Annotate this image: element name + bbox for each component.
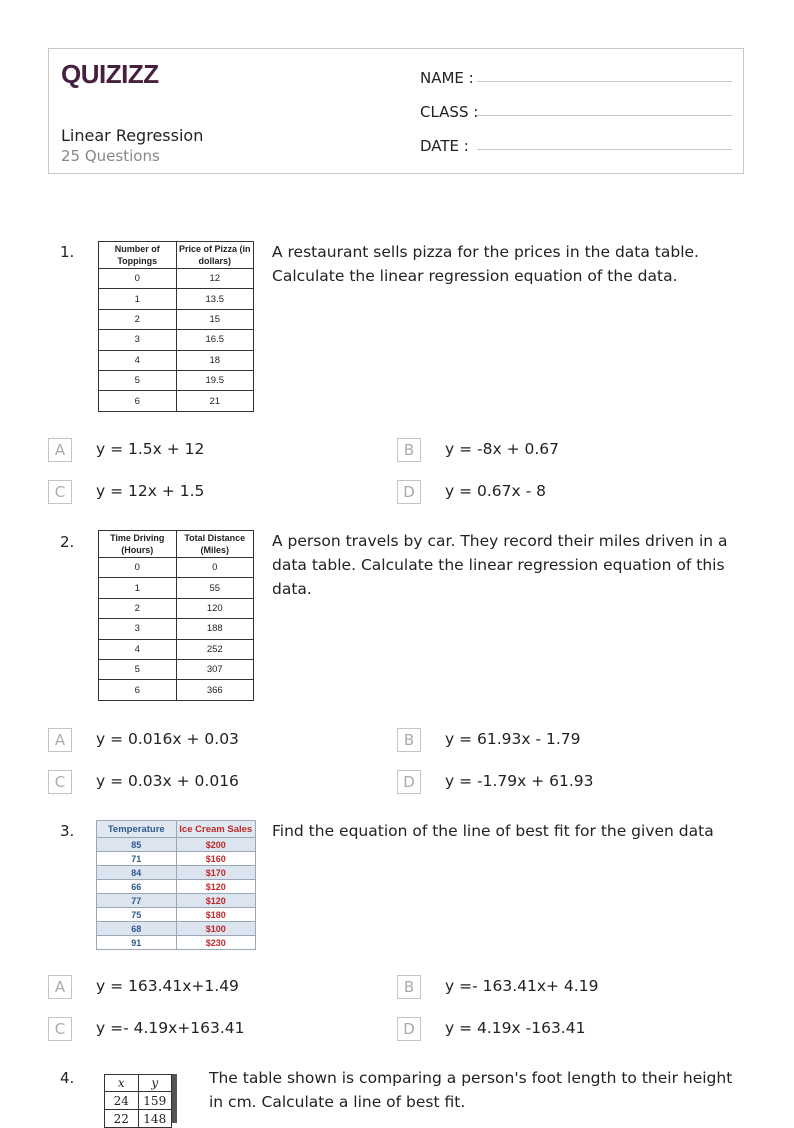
question-1-option-d-box[interactable]: D bbox=[397, 480, 421, 504]
table-cell: 71 bbox=[97, 852, 177, 866]
table-cell: 15 bbox=[176, 309, 254, 329]
class-label: CLASS : bbox=[420, 103, 479, 121]
question-1-table bbox=[98, 241, 254, 412]
question-2-option-d-text[interactable]: y = -1.79x + 61.93 bbox=[445, 772, 594, 790]
question-3-option-b-box[interactable]: B bbox=[397, 975, 421, 999]
question-2-number: 2. bbox=[60, 533, 75, 551]
table-row bbox=[99, 578, 254, 598]
table-cell: 0 bbox=[99, 558, 177, 578]
table-cell: 13.5 bbox=[176, 289, 254, 309]
question-3-option-b-text[interactable]: y =- 163.41x+ 4.19 bbox=[445, 977, 599, 995]
table-row bbox=[97, 838, 256, 852]
table-row bbox=[97, 894, 256, 908]
date-label: DATE : bbox=[420, 137, 469, 155]
name-line bbox=[477, 81, 732, 82]
question-2-option-c-box[interactable]: C bbox=[48, 770, 72, 794]
table-row bbox=[97, 852, 256, 866]
name-field[interactable] bbox=[420, 69, 474, 87]
table-header: y bbox=[138, 1075, 172, 1092]
table-cell: $100 bbox=[176, 922, 256, 936]
table-row bbox=[99, 619, 254, 639]
table-row bbox=[99, 558, 254, 578]
table-header: Time Driving (Hours) bbox=[99, 531, 177, 558]
table-cell: 252 bbox=[176, 639, 254, 659]
table-cell: $230 bbox=[176, 936, 256, 950]
table-row bbox=[97, 936, 256, 950]
table-cell: $160 bbox=[176, 852, 256, 866]
question-1-option-d-text[interactable]: y = 0.67x - 8 bbox=[445, 482, 547, 500]
question-1-option-a-text[interactable]: y = 1.5x + 12 bbox=[96, 440, 205, 458]
question-count: 25 Questions bbox=[61, 147, 160, 165]
question-3-table bbox=[96, 820, 256, 950]
table-row bbox=[105, 1110, 172, 1128]
table-row bbox=[99, 680, 254, 700]
date-field[interactable] bbox=[420, 137, 469, 155]
question-2-table bbox=[98, 530, 254, 701]
table-cell: $180 bbox=[176, 908, 256, 922]
table-row bbox=[99, 598, 254, 618]
table-cell: $170 bbox=[176, 866, 256, 880]
question-1-option-c-box[interactable]: C bbox=[48, 480, 72, 504]
table-shadow bbox=[172, 1074, 177, 1123]
table-cell: 85 bbox=[97, 838, 177, 852]
name-label: NAME : bbox=[420, 69, 474, 87]
table-cell: 4 bbox=[99, 639, 177, 659]
table-cell: $120 bbox=[176, 894, 256, 908]
table-cell: 12 bbox=[176, 269, 254, 289]
table-cell: 16.5 bbox=[176, 330, 254, 350]
table-header: Temperature bbox=[97, 821, 177, 838]
question-3-option-a-box[interactable]: A bbox=[48, 975, 72, 999]
table-cell: 24 bbox=[105, 1092, 139, 1110]
question-1-text: A restaurant sells pizza for the prices in the data table. Calculate the linear regression equation of the data. bbox=[272, 243, 699, 285]
question-2-option-b-box[interactable]: B bbox=[397, 728, 421, 752]
table-cell: 68 bbox=[97, 922, 177, 936]
question-2-option-a-text[interactable]: y = 0.016x + 0.03 bbox=[96, 730, 239, 748]
table-cell: 5 bbox=[99, 370, 177, 390]
table-cell: 0 bbox=[176, 558, 254, 578]
question-3-number: 3. bbox=[60, 822, 75, 840]
worksheet-title: Linear Regression bbox=[61, 126, 204, 145]
table-cell: $200 bbox=[176, 838, 256, 852]
table-row bbox=[97, 866, 256, 880]
question-3-option-a-text[interactable]: y = 163.41x+1.49 bbox=[96, 977, 239, 995]
table-cell: 91 bbox=[97, 936, 177, 950]
quizizz-logo: QUIZIZZ bbox=[61, 59, 159, 89]
table-cell: 77 bbox=[97, 894, 177, 908]
table-cell: 4 bbox=[99, 350, 177, 370]
table-cell: 1 bbox=[99, 289, 177, 309]
table-cell: 366 bbox=[176, 680, 254, 700]
table-header: Price of Pizza (in dollars) bbox=[176, 242, 254, 269]
table-header: Ice Cream Sales bbox=[176, 821, 256, 838]
table-cell: 188 bbox=[176, 619, 254, 639]
table-header: Number of Toppings bbox=[99, 242, 177, 269]
table-cell: 84 bbox=[97, 866, 177, 880]
class-line bbox=[477, 115, 732, 116]
question-1-option-c-text[interactable]: y = 12x + 1.5 bbox=[96, 482, 205, 500]
table-row bbox=[105, 1092, 172, 1110]
question-3-option-d-box[interactable]: D bbox=[397, 1017, 421, 1041]
question-1-option-a-box[interactable]: A bbox=[48, 438, 72, 462]
table-cell: 5 bbox=[99, 659, 177, 679]
table-cell: 18 bbox=[176, 350, 254, 370]
table-cell: 6 bbox=[99, 391, 177, 411]
question-4-text: The table shown is comparing a person's foot length to their height in cm. Calculate a line of best fit. bbox=[209, 1069, 733, 1111]
table-cell: 21 bbox=[176, 391, 254, 411]
table-row bbox=[99, 659, 254, 679]
question-2-option-c-text[interactable]: y = 0.03x + 0.016 bbox=[96, 772, 239, 790]
table-row bbox=[99, 269, 254, 289]
question-4-number: 4. bbox=[60, 1069, 75, 1087]
table-row bbox=[99, 639, 254, 659]
worksheet-header bbox=[48, 48, 744, 174]
table-header: Total Distance (Miles) bbox=[176, 531, 254, 558]
question-3-text: Find the equation of the line of best fit for the given data bbox=[272, 822, 714, 840]
table-row bbox=[97, 922, 256, 936]
class-field[interactable] bbox=[420, 103, 478, 121]
table-row bbox=[99, 330, 254, 350]
question-3-option-d-text[interactable]: y = 4.19x -163.41 bbox=[445, 1019, 586, 1037]
table-cell: 55 bbox=[176, 578, 254, 598]
table-cell: 75 bbox=[97, 908, 177, 922]
table-cell: 120 bbox=[176, 598, 254, 618]
table-row bbox=[97, 880, 256, 894]
question-3-option-c-text[interactable]: y =- 4.19x+163.41 bbox=[96, 1019, 245, 1037]
table-cell: 307 bbox=[176, 659, 254, 679]
table-cell: 0 bbox=[99, 269, 177, 289]
table-cell: 66 bbox=[97, 880, 177, 894]
table-cell: 159 bbox=[138, 1092, 172, 1110]
table-row bbox=[99, 289, 254, 309]
question-1-option-b-text[interactable]: y = -8x + 0.67 bbox=[445, 440, 559, 458]
question-2-option-d-box[interactable]: D bbox=[397, 770, 421, 794]
table-cell: 6 bbox=[99, 680, 177, 700]
table-cell: 22 bbox=[105, 1110, 139, 1128]
table-cell: 1 bbox=[99, 578, 177, 598]
table-cell: 2 bbox=[99, 309, 177, 329]
question-2-text: A person travels by car. They record their miles driven in a data table. Calculate the linear regression equation of this data. bbox=[272, 532, 728, 598]
table-row bbox=[99, 391, 254, 411]
question-3-option-c-box[interactable]: C bbox=[48, 1017, 72, 1041]
table-row bbox=[99, 309, 254, 329]
table-row bbox=[99, 370, 254, 390]
table-cell: 3 bbox=[99, 619, 177, 639]
table-row bbox=[97, 908, 256, 922]
table-header: x bbox=[105, 1075, 139, 1092]
question-1-number: 1. bbox=[60, 243, 75, 261]
table-cell: 19.5 bbox=[176, 370, 254, 390]
question-4-table bbox=[104, 1074, 172, 1128]
question-2-option-a-box[interactable]: A bbox=[48, 728, 72, 752]
question-2-option-b-text[interactable]: y = 61.93x - 1.79 bbox=[445, 730, 581, 748]
table-cell: 148 bbox=[138, 1110, 172, 1128]
table-cell: 3 bbox=[99, 330, 177, 350]
question-1-option-b-box[interactable]: B bbox=[397, 438, 421, 462]
date-line bbox=[477, 149, 732, 150]
table-cell: $120 bbox=[176, 880, 256, 894]
table-row bbox=[99, 350, 254, 370]
table-cell: 2 bbox=[99, 598, 177, 618]
